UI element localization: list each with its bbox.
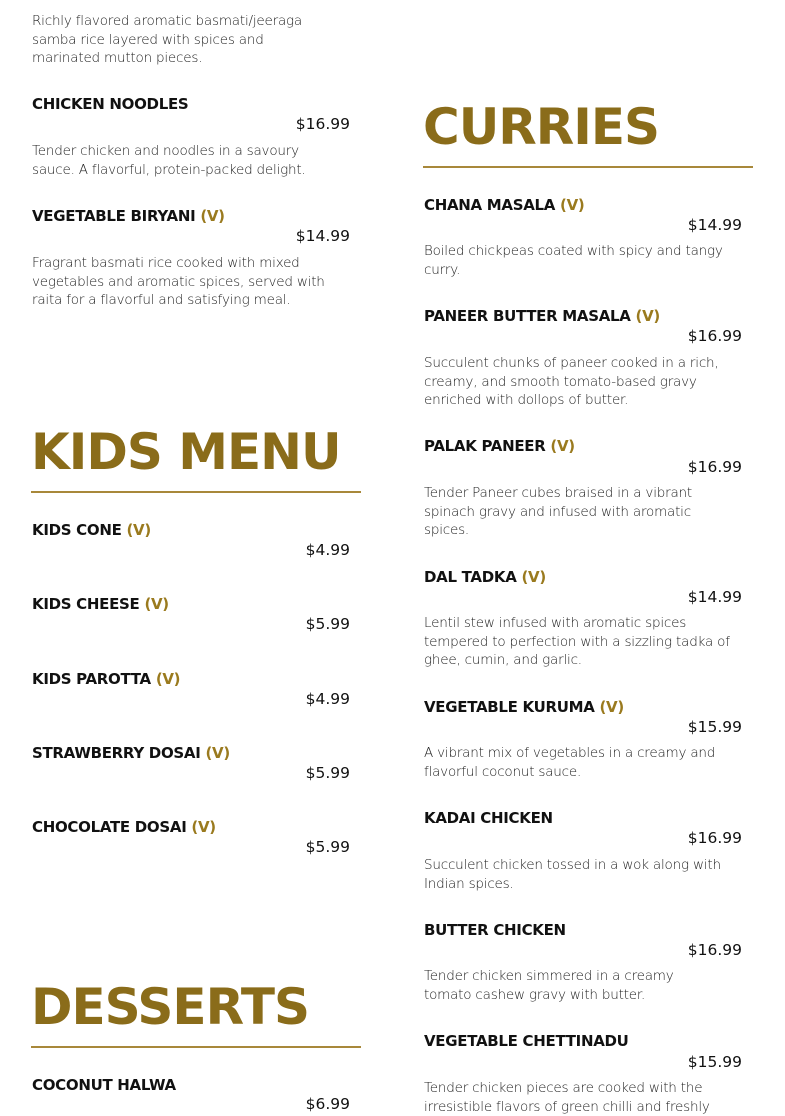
section-divider bbox=[31, 1046, 361, 1048]
veg-marker: (V) bbox=[205, 744, 230, 762]
menu-item-price: $14.99 bbox=[687, 216, 742, 234]
menu-item-price: $14.99 bbox=[687, 588, 742, 606]
veg-marker: (V) bbox=[155, 670, 181, 688]
item-description: Tender Paneer cubes braised in a vibrant spinach gravy and infused with aromatic spices. bbox=[424, 485, 693, 538]
menu-item-price: $4.99 bbox=[305, 690, 350, 708]
section-divider bbox=[423, 166, 753, 168]
menu-item-price: $6.99 bbox=[305, 1095, 350, 1113]
menu-item-price: $14.99 bbox=[295, 227, 350, 245]
item-description: Tender chicken and noodles in a savoury sauce. A flavorful, protein-packed delight. bbox=[32, 143, 306, 178]
section-title-curries: CURRIES bbox=[423, 98, 660, 156]
menu-item-price: $16.99 bbox=[687, 458, 742, 476]
menu-item-name: CHOCOLATE DOSAI (V) bbox=[32, 818, 216, 836]
item-description: Succulent chunks of paneer cooked in a rich, creamy, and smooth tomato-based gravy enriched with dollops of butter. bbox=[424, 355, 719, 408]
menu-item-price: $16.99 bbox=[687, 941, 742, 959]
menu-item-name: STRAWBERRY DOSAI (V) bbox=[32, 744, 230, 762]
item-description: A vibrant mix of vegetables in a creamy and flavorful coconut sauce. bbox=[424, 745, 716, 780]
menu-item-name: KIDS CONE (V) bbox=[32, 521, 151, 539]
veg-marker: (V) bbox=[560, 196, 585, 214]
section-title-kids-menu: KIDS MENU bbox=[31, 423, 341, 481]
menu-item-name: BUTTER CHICKEN bbox=[424, 921, 566, 939]
menu-item-price: $16.99 bbox=[687, 327, 742, 345]
veg-marker: (V) bbox=[126, 521, 151, 539]
menu-item-name: CHANA MASALA (V) bbox=[424, 196, 585, 214]
item-description: Richly flavored aromatic basmati/jeeraga samba rice layered with spices and marinated mutton pieces. bbox=[32, 13, 303, 66]
menu-item-price: $15.99 bbox=[687, 1053, 742, 1071]
menu-item-name: VEGETABLE KURUMA (V) bbox=[424, 698, 624, 716]
menu-item-price: $4.99 bbox=[305, 541, 350, 559]
menu-item-name: PALAK PANEER (V) bbox=[424, 437, 575, 455]
item-description: Tender chicken pieces are cooked with the irresistible flavors of green chilli and freshly bbox=[424, 1080, 710, 1115]
veg-marker: (V) bbox=[635, 307, 660, 325]
veg-marker: (V) bbox=[599, 698, 624, 716]
menu-item-name: KADAI CHICKEN bbox=[424, 809, 553, 827]
veg-marker: (V) bbox=[521, 568, 546, 586]
item-description: Boiled chickpeas coated with spicy and tangy curry. bbox=[424, 243, 723, 278]
menu-item-name: COCONUT HALWA bbox=[32, 1076, 176, 1094]
veg-marker: (V) bbox=[144, 595, 169, 613]
menu-item-price: $5.99 bbox=[305, 838, 350, 856]
menu-item-price: $5.99 bbox=[305, 615, 350, 633]
menu-item-price: $15.99 bbox=[687, 718, 742, 736]
section-divider bbox=[31, 491, 361, 493]
menu-item-name: DAL TADKA (V) bbox=[424, 568, 546, 586]
item-description: Succulent chicken tossed in a wok along with Indian spices. bbox=[424, 857, 721, 892]
menu-item-price: $16.99 bbox=[295, 115, 350, 133]
item-description: Lentil stew infused with aromatic spices tempered to perfection with a sizzling tadka of ghee, cumin, and garlic. bbox=[424, 615, 730, 668]
menu-item-price: $5.99 bbox=[305, 764, 350, 782]
veg-marker: (V) bbox=[200, 207, 225, 225]
menu-item-name: KIDS PAROTTA (V) bbox=[32, 670, 181, 688]
veg-marker: (V) bbox=[191, 818, 216, 836]
menu-item-name: CHICKEN NOODLES bbox=[32, 95, 189, 113]
item-description: Tender chicken simmered in a creamy tomato cashew gravy with butter. bbox=[424, 968, 674, 1003]
menu-item-name: VEGETABLE CHETTINADU bbox=[424, 1032, 629, 1050]
item-description: Fragrant basmati rice cooked with mixed vegetables and aromatic spices, served with raita for a flavorful and satisfying meal. bbox=[32, 255, 325, 308]
menu-item-price: $16.99 bbox=[687, 829, 742, 847]
veg-marker: (V) bbox=[550, 437, 575, 455]
menu-item-name: KIDS CHEESE (V) bbox=[32, 595, 169, 613]
section-title-desserts: DESSERTS bbox=[31, 978, 309, 1036]
menu-item-name: VEGETABLE BIRYANI (V) bbox=[32, 207, 225, 225]
menu-item-name: PANEER BUTTER MASALA (V) bbox=[424, 307, 660, 325]
